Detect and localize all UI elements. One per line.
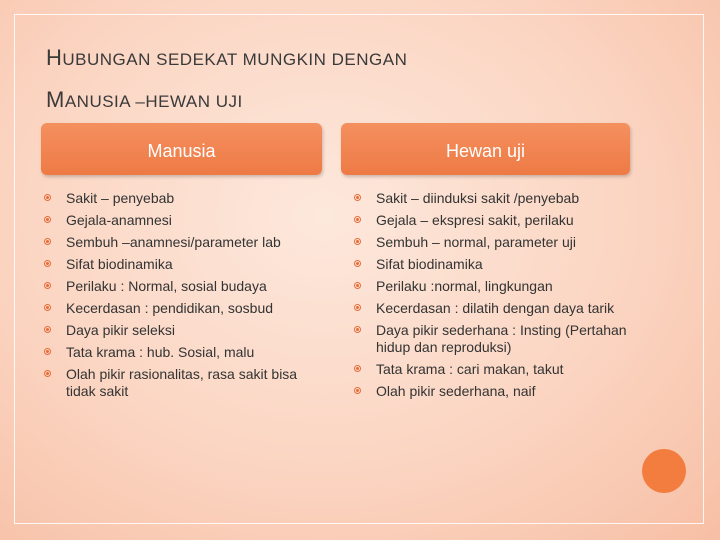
hewan-uji-header-label: Hewan uji — [445, 141, 526, 161]
list-item-text: Daya pikir seleksi — [66, 322, 175, 338]
bullet-icon — [44, 238, 51, 245]
slide-title — [46, 38, 646, 122]
list-item — [354, 383, 644, 400]
list-item-text: Sembuh –anamnesi/parameter lab — [66, 234, 281, 250]
list-item — [44, 278, 328, 295]
manusia-list — [44, 190, 328, 405]
decorative-circle — [642, 449, 686, 493]
list-item — [44, 366, 328, 400]
list-item-text: Sifat biodinamika — [66, 256, 173, 272]
list-item — [354, 234, 644, 251]
list-item — [354, 190, 644, 207]
list-item — [44, 256, 328, 273]
list-item-text: Sakit – penyebab — [66, 190, 175, 206]
title-line-1-initial: H — [46, 45, 63, 70]
bullet-icon — [44, 194, 51, 201]
list-item-text: Sakit – diinduksi sakit /penyebab — [376, 190, 580, 206]
bullet-icon — [44, 370, 51, 377]
list-item-text: Sembuh – normal, parameter uji — [376, 234, 576, 250]
list-item — [44, 234, 328, 251]
bullet-icon — [44, 282, 51, 289]
list-item — [354, 256, 644, 273]
list-item — [44, 190, 328, 207]
title-line-1 — [46, 38, 646, 80]
list-item-text: Perilaku :normal, lingkungan — [376, 278, 553, 294]
list-item — [354, 361, 644, 378]
list-item — [354, 322, 644, 356]
bullet-icon — [44, 348, 51, 355]
list-item — [44, 300, 328, 317]
list-item-text: Gejala – ekspresi sakit, perilaku — [376, 212, 574, 228]
bullet-icon — [354, 304, 361, 311]
bullet-icon — [354, 194, 361, 201]
bullet-icon — [44, 304, 51, 311]
list-item — [44, 322, 328, 339]
list-item — [44, 344, 328, 361]
list-item — [354, 212, 644, 229]
title-line-1-text: UBUNGAN SEDEKAT MUNGKIN DENGAN — [62, 50, 408, 69]
list-item — [354, 300, 644, 317]
title-line-2-text: ANUSIA –HEWAN UJI — [64, 92, 243, 111]
bullet-icon — [354, 326, 361, 333]
bullet-icon — [44, 326, 51, 333]
manusia-header-label: Manusia — [147, 141, 216, 161]
bullet-icon — [44, 216, 51, 223]
list-item-text: Daya pikir sederhana : Insting (Pertahan hidup dan reproduksi) — [376, 322, 627, 355]
list-item-text: Olah pikir sederhana, naif — [376, 383, 536, 399]
list-item-text: Tata krama : cari makan, takut — [376, 361, 564, 377]
bullet-icon — [44, 260, 51, 267]
bullet-icon — [354, 365, 361, 372]
list-item-text: Kecerdasan : pendidikan, sosbud — [66, 300, 274, 316]
bullet-icon — [354, 260, 361, 267]
manusia-header — [41, 123, 322, 175]
bullet-icon — [354, 282, 361, 289]
list-item-text: Kecerdasan : dilatih dengan daya tarik — [376, 300, 615, 316]
list-item-text: Olah pikir rasionalitas, rasa sakit bisa tidak sakit — [66, 366, 298, 399]
bullet-icon — [354, 238, 361, 245]
hewan-uji-header — [341, 123, 630, 175]
bullet-icon — [354, 387, 361, 394]
list-item — [44, 212, 328, 229]
list-item-text: Perilaku : Normal, sosial budaya — [66, 278, 267, 294]
hewan-uji-list — [354, 190, 644, 405]
bullet-icon — [354, 216, 361, 223]
list-item — [354, 278, 644, 295]
list-item-text: Tata krama : hub. Sosial, malu — [66, 344, 255, 360]
title-line-2-initial: M — [46, 87, 65, 112]
list-item-text: Sifat biodinamika — [376, 256, 483, 272]
list-item-text: Gejala-anamnesi — [66, 212, 172, 228]
title-line-2 — [46, 80, 646, 122]
